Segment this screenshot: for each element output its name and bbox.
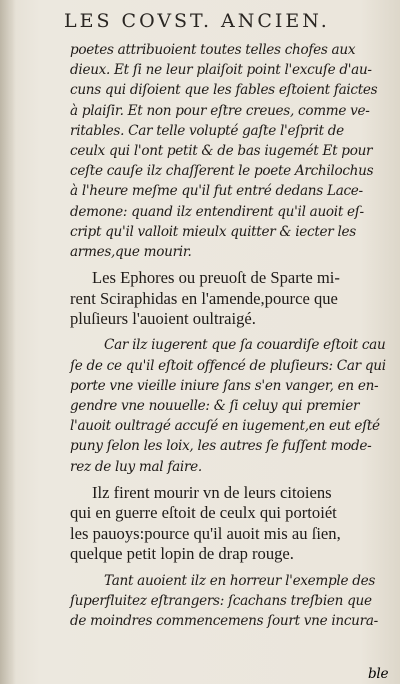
- text-line: ceſte cauſe ilz chaſſerent le poete Archilochus: [70, 163, 374, 180]
- paragraph-start-line: Car ilz iugerent que ſa couardiſe eſtoit cau: [104, 337, 386, 354]
- text-line: ſe de ce qu'il eſtoit offencé de pluſieurs: Car qui: [70, 357, 386, 374]
- text-line: puny ſelon les loix, les autres ſe fuſſent mode-: [70, 438, 372, 455]
- text-line: pluſieurs l'auoient oultraigé.: [70, 309, 256, 329]
- text-line: les pauoys:pource qu'il auoit mis au ſien,: [70, 523, 341, 543]
- paragraph-start-line: Tant auoient ilz en horreur l'exemple des: [104, 572, 376, 589]
- text-line: gendre vne nouuelle: & ſi celuy qui premier: [70, 398, 360, 415]
- catchword: ble: [368, 666, 389, 682]
- text-line: à plaiſir. Et non pour eſtre creues, comme ve-: [70, 102, 370, 119]
- text-line: dieux. Et ſi ne leur plaiſoit point l'excuſe d'au-: [70, 62, 372, 79]
- text-line: poetes attribuoient toutes telles chofes aux: [70, 42, 356, 58]
- body-text: [70, 40, 392, 631]
- text-line: porte vne vieille iniure ſans s'en vanger, en en-: [70, 377, 379, 394]
- paragraph-start-line: Ilz firent mourir vn de leurs citoiens: [92, 482, 332, 502]
- text-line: qui en guerre eſtoit de ceulx qui portoiét: [70, 503, 337, 523]
- text-line: rent Sciraphidas en l'amende,pource que: [70, 288, 338, 308]
- paragraph-start-line: Les Ephores ou preuoſt de Sparte mi-: [92, 268, 340, 288]
- page-gutter: [0, 0, 16, 684]
- running-header: LES COVST. ANCIEN.: [64, 10, 330, 32]
- text-line: ceulx qui l'ont petit & de bas iugemét Et pour: [70, 143, 373, 160]
- text-line: à l'heure meſme qu'il fut entré dedans Lace-: [70, 183, 363, 200]
- text-line: armes,que mourir.: [70, 244, 192, 261]
- text-line: cript qu'il valloit mieulx quitter & iecter les: [70, 223, 356, 240]
- text-line: ritables. Car telle volupté gaſte l'eſprit de: [70, 122, 344, 139]
- text-line: ſuperfluitez eſtrangers: ſcachans treſbien que: [70, 592, 372, 609]
- text-line: quelque petit lopin de drap rouge.: [70, 544, 294, 564]
- text-line: l'auoit oultragé accuſé en iugement,en eut eſté: [70, 418, 380, 435]
- text-line: cuns qui diſoient que les fables eſtoient faictes: [70, 82, 378, 99]
- text-line: rez de luy mal faire.: [70, 458, 202, 475]
- text-line: demone: quand ilz entendirent qu'il auoit eſ-: [70, 203, 364, 220]
- text-line: de moindres commencemens ſourt vne incura-: [70, 612, 378, 629]
